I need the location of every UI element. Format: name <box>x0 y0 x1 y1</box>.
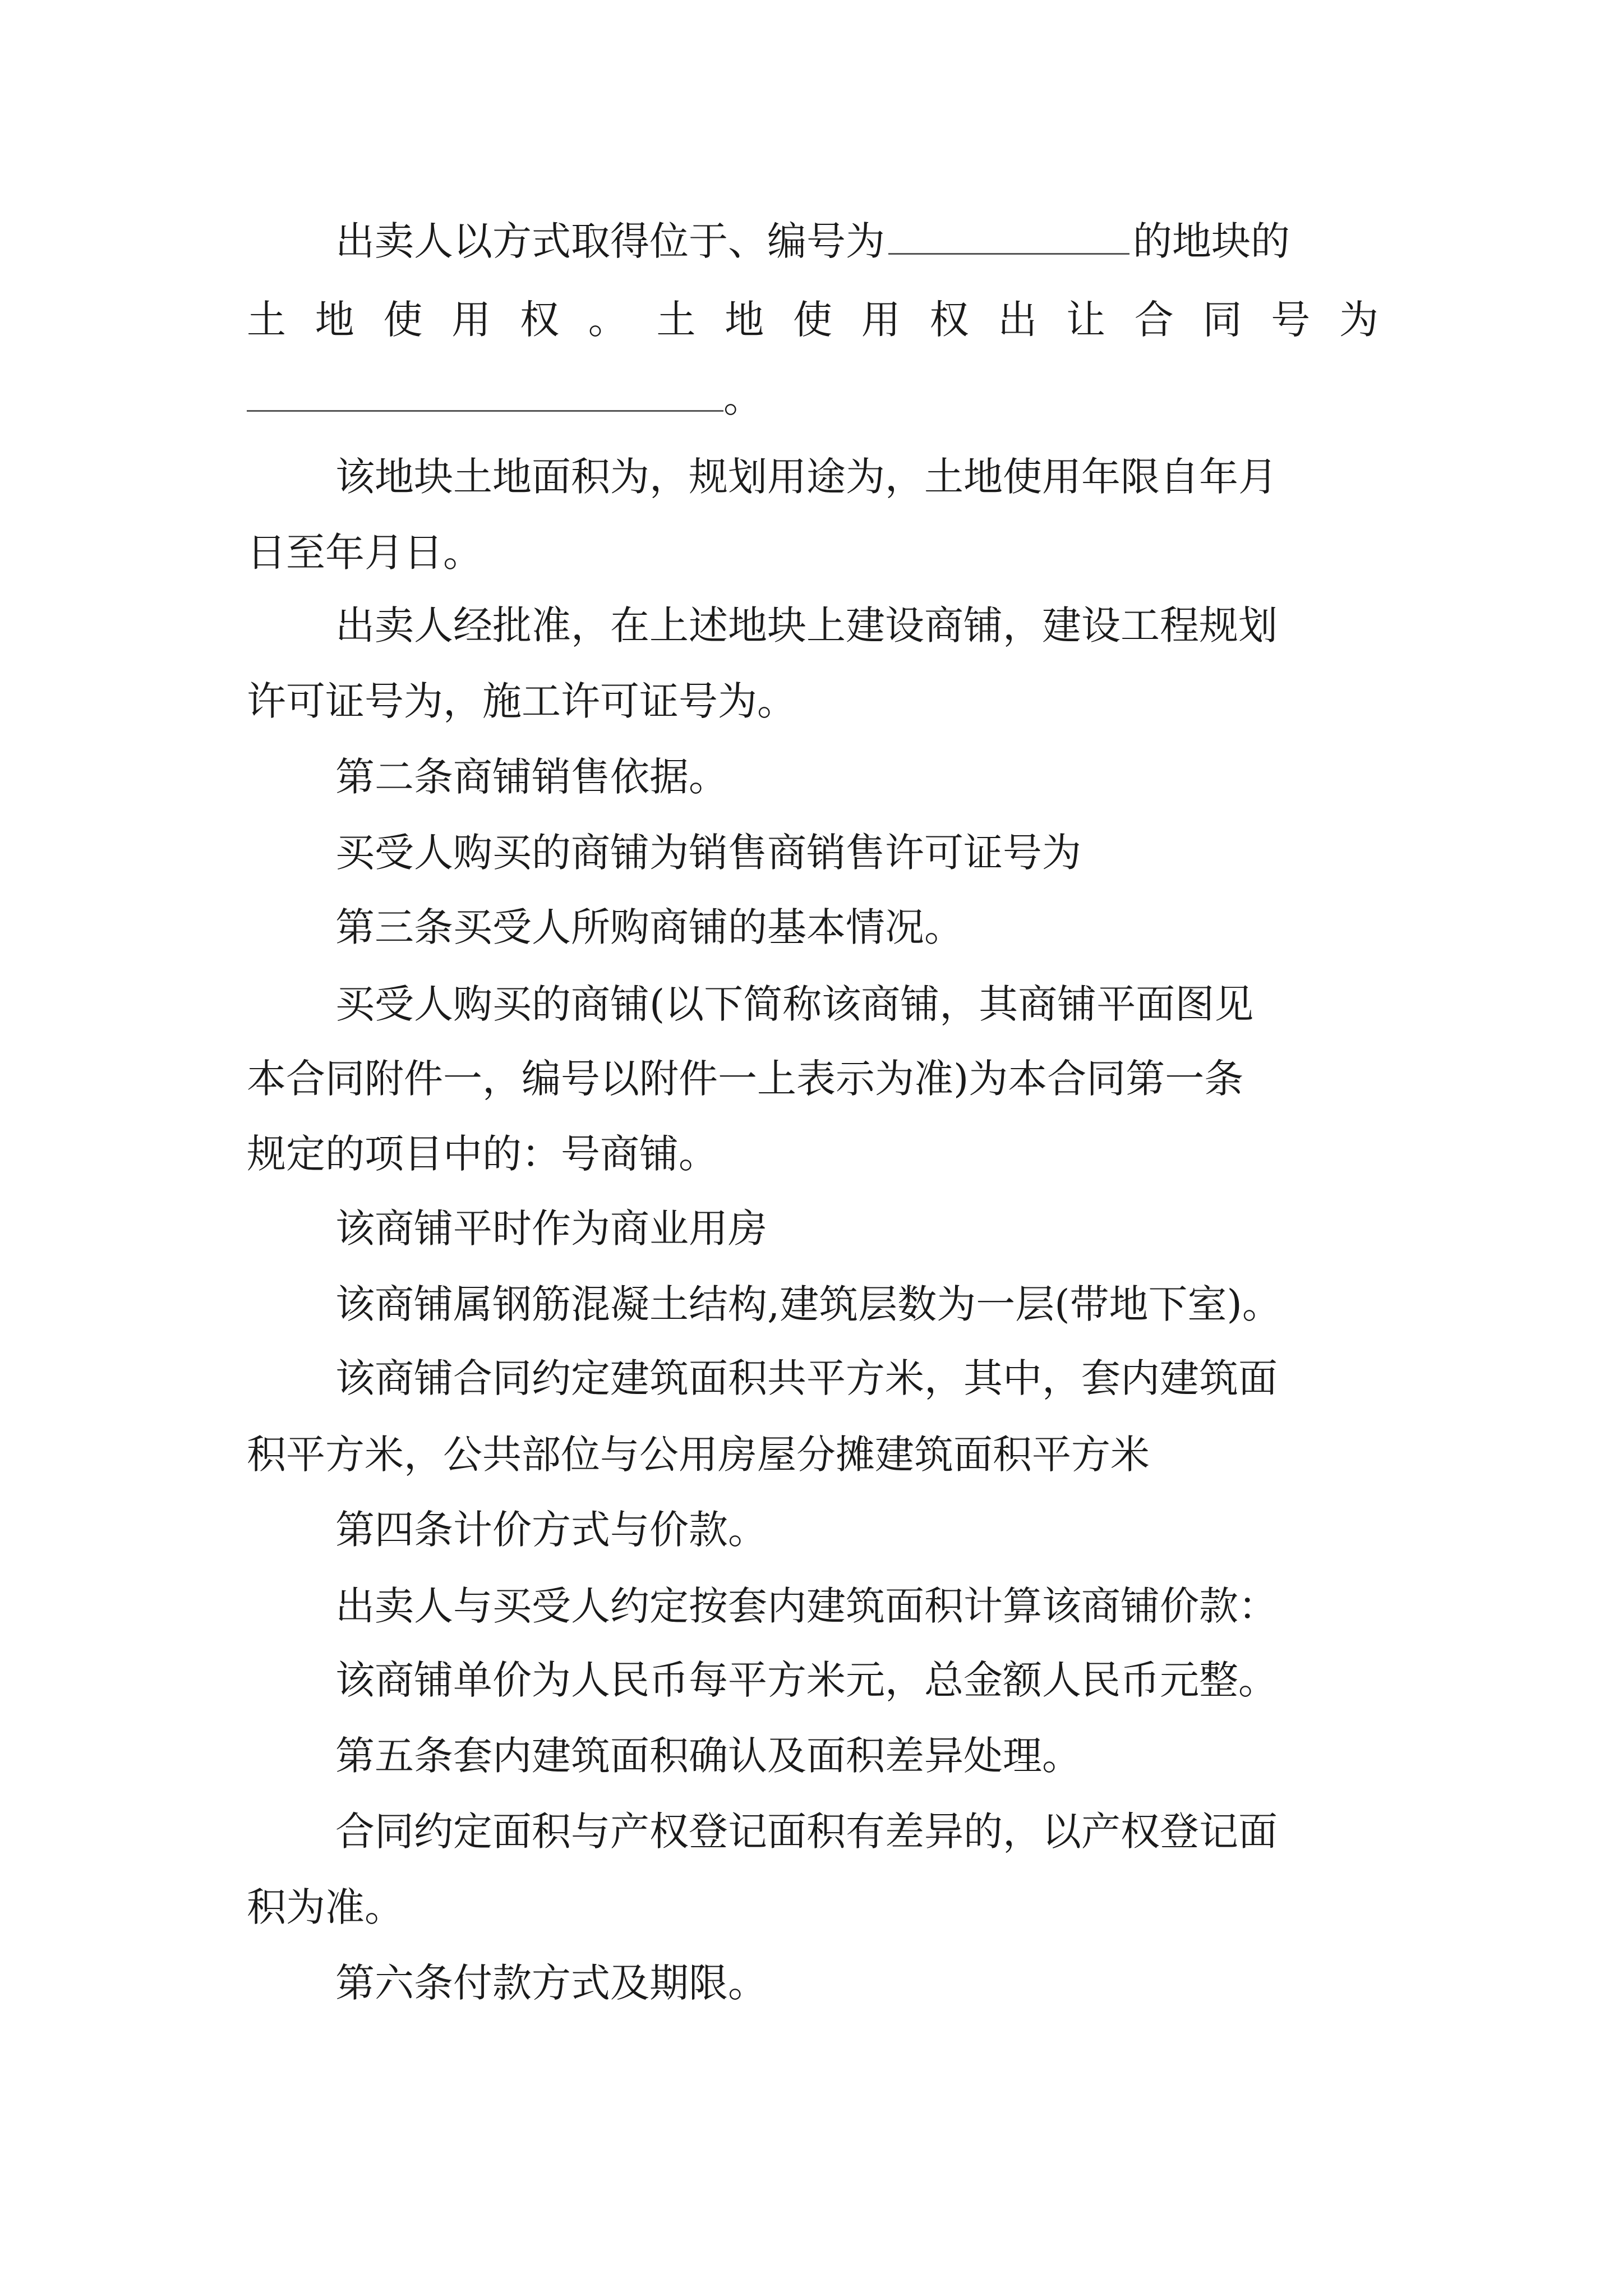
unit-price-line: 该商铺单价为人民币每平方米元，总金额人民币元整。 <box>335 1657 1278 1703</box>
period-mark: 。 <box>723 375 763 421</box>
shop-description-line-2: 本合同附件一，编号以附件一上表示为准)为本合同第一条 <box>247 1056 1244 1102</box>
land-parcel-suffix: 的地块的 <box>1133 218 1290 264</box>
parcel-number-blank <box>888 222 1129 255</box>
pricing-agreement-line: 出卖人与买受人约定按套内建筑面积计算该商铺价款： <box>335 1583 1278 1629</box>
land-area-line-1: 该地块土地面积为，规划用途为，土地使用年限自年月 <box>335 454 1278 500</box>
construction-approval-line-2: 许可证号为，施工许可证号为。 <box>247 678 796 724</box>
article-3-heading: 第三条买受人所购商铺的基本情况。 <box>335 904 963 950</box>
article-4-heading: 第四条计价方式与价款。 <box>335 1507 767 1553</box>
land-use-right-line: 土地使用权。土地使用权出让合同号为 <box>247 297 1378 343</box>
shop-description-line-3: 规定的项目中的：号商铺。 <box>247 1131 718 1177</box>
paragraph-1-line-1 <box>335 216 1290 266</box>
contract-number-blank <box>247 379 723 412</box>
land-acquisition-text: 出卖人以方式取得位于、编号为 <box>335 218 885 264</box>
article-5-heading: 第五条套内建筑面积确认及面积差异处理。 <box>335 1733 1081 1779</box>
sales-permit-line: 买受人购买的商铺为销售商销售许可证号为 <box>335 830 1081 876</box>
area-difference-line-2: 积为准。 <box>247 1884 404 1930</box>
shop-description-line-1: 买受人购买的商铺(以下简称该商铺，其商铺平面图见 <box>335 981 1254 1027</box>
shop-usage-line: 该商铺平时作为商业用房 <box>335 1205 767 1251</box>
article-6-heading: 第六条付款方式及期限。 <box>335 1960 767 2006</box>
area-difference-line-1: 合同约定面积与产权登记面积有差异的，以产权登记面 <box>335 1809 1278 1855</box>
floor-area-line-2: 积平方米，公共部位与公用房屋分摊建筑面积平方米 <box>247 1432 1150 1478</box>
article-2-heading: 第二条商铺销售依据。 <box>335 754 728 800</box>
shop-structure-line: 该商铺属钢筋混凝土结构,建筑层数为一层(带地下室)。 <box>335 1281 1281 1327</box>
floor-area-line-1: 该商铺合同约定建筑面积共平方米，其中，套内建筑面 <box>335 1355 1278 1401</box>
land-area-line-2: 日至年月日。 <box>247 530 482 576</box>
construction-approval-line-1: 出卖人经批准，在上述地块上建设商铺，建设工程规划 <box>335 602 1278 648</box>
paragraph-1-line-3 <box>247 373 763 424</box>
